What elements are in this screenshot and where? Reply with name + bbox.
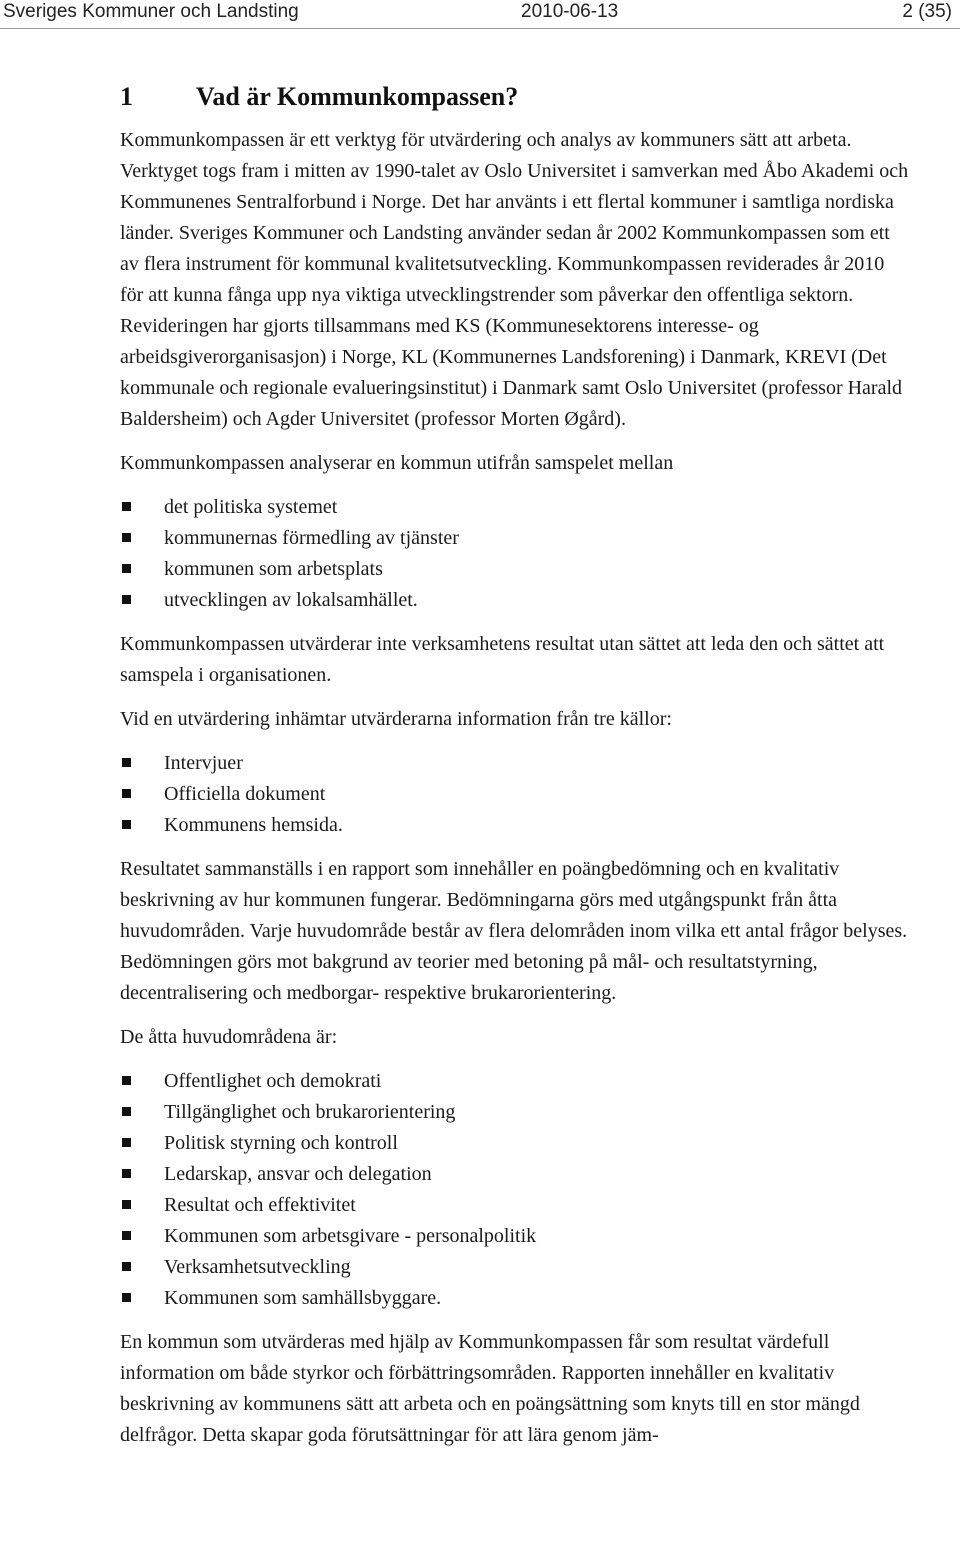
- list-item: Ledarskap, ansvar och delegation: [120, 1159, 910, 1190]
- list-item: Tillgänglighet och brukarorientering: [120, 1097, 910, 1128]
- square-bullet-icon: [122, 1293, 131, 1302]
- square-bullet-icon: [122, 758, 131, 767]
- square-bullet-icon: [122, 1107, 131, 1116]
- square-bullet-icon: [122, 1231, 131, 1240]
- square-bullet-icon: [122, 564, 131, 573]
- section-title: Vad är Kommunkompassen?: [196, 82, 519, 111]
- paragraph-evaluates: Kommunkompassen utvärderar inte verksamhetens resultat utan sättet att leda den och sättet att samspela i organisationen.: [120, 633, 885, 686]
- list-item: Kommunen som samhällsbyggare.: [120, 1283, 910, 1314]
- square-bullet-icon: [122, 1262, 131, 1271]
- header-divider: [0, 28, 960, 29]
- square-bullet-icon: [122, 1169, 131, 1178]
- paragraph-analysis: Kommunkompassen analyserar en kommun utifrån samspelet mellan: [120, 452, 674, 474]
- page-header: [0, 0, 960, 26]
- section-heading: [120, 80, 910, 114]
- paragraph-main-areas-intro: De åtta huvudområdena är:: [120, 1026, 338, 1048]
- list-item: Intervjuer: [120, 748, 910, 779]
- list-item: Officiella dokument: [120, 779, 910, 810]
- list-item: kommunen som arbetsplats: [120, 554, 910, 585]
- paragraph-conclusion: En kommun som utvärderas med hjälp av Kommunkompassen får som resultat värdefull information om både styrkor och förbättringsområden. Rapporten innehåller en kvalitativ beskrivning av kommunens sätt att arbeta och en poängsättning som knyts till en stor mängd delfrågor. Detta skapar goda förutsättningar för att lära genom jäm-: [120, 1331, 860, 1446]
- list-item: Kommunen som arbetsgivare - personalpolitik: [120, 1221, 910, 1252]
- paragraph-sources-intro: Vid en utvärdering inhämtar utvärderarna information från tre källor:: [120, 708, 672, 730]
- list-sources: [120, 748, 910, 841]
- square-bullet-icon: [122, 1200, 131, 1209]
- list-item: utvecklingen av lokalsamhället.: [120, 585, 910, 616]
- document-body: [120, 80, 910, 1464]
- header-page-number: 2 (35): [902, 1, 952, 22]
- square-bullet-icon: [122, 1138, 131, 1147]
- square-bullet-icon: [122, 533, 131, 542]
- square-bullet-icon: [122, 502, 131, 511]
- square-bullet-icon: [122, 595, 131, 604]
- paragraph-intro: Kommunkompassen är ett verktyg för utvärdering och analys av kommuners sätt att arbeta. Verktyget togs fram i mitten av 1990-talet av Oslo Universitet i samverkan med Åbo Akademi och Kommunenes Sentralforbund i Norge. Det har använts i ett flertal kommuner i samtliga nordiska länder. Sveriges Kommuner och Landsting använder sedan år 2002 Kommunkompassen som ett av flera instrument för kommunal kvalitetsutveckling. Kommunkompassen reviderades år 2010 för att kunna fånga upp nya viktiga utvecklingstrender som påverkar den offentliga sektorn. Revideringen har gjorts tillsammans med KS (Kommunesektorens interesse- og arbeidsgiverorganisasjon) i Norge, KL (Kommunernes Landsforening) i Danmark, KREVI (Det kommunale och regionale evalueringsinstitut) i Danmark samt Oslo Universitet (professor Harald Baldersheim) och Agder Universitet (professor Morten Øgård).: [120, 129, 909, 430]
- list-item: Resultat och effektivitet: [120, 1190, 910, 1221]
- list-item: kommunernas förmedling av tjänster: [120, 523, 910, 554]
- paragraph-result: Resultatet sammanställs i en rapport som innehåller en poängbedömning och en kvalitativ beskrivning av hur kommunen fungerar. Bedömningarna görs med utgångspunkt från åtta huvudområden. Varje huvudområde består av flera delområden inom vilka ett antal frågor belyses. Bedömningen görs mot bakgrund av teorier med betoning på mål- och resultatstyrning, decentralisering och medborgar- respektive brukarorientering.: [120, 858, 908, 1004]
- list-interplay: [120, 492, 910, 616]
- header-organization: Sveriges Kommuner och Landsting: [3, 1, 299, 22]
- square-bullet-icon: [122, 1076, 131, 1085]
- list-main-areas: [120, 1066, 910, 1314]
- list-item: Verksamhetsutveckling: [120, 1252, 910, 1283]
- list-item: Kommunens hemsida.: [120, 810, 910, 841]
- section-number: 1: [120, 82, 133, 111]
- square-bullet-icon: [122, 789, 131, 798]
- list-item: Politisk styrning och kontroll: [120, 1128, 910, 1159]
- square-bullet-icon: [122, 820, 131, 829]
- header-date: 2010-06-13: [521, 1, 619, 22]
- list-item: det politiska systemet: [120, 492, 910, 523]
- list-item: Offentlighet och demokrati: [120, 1066, 910, 1097]
